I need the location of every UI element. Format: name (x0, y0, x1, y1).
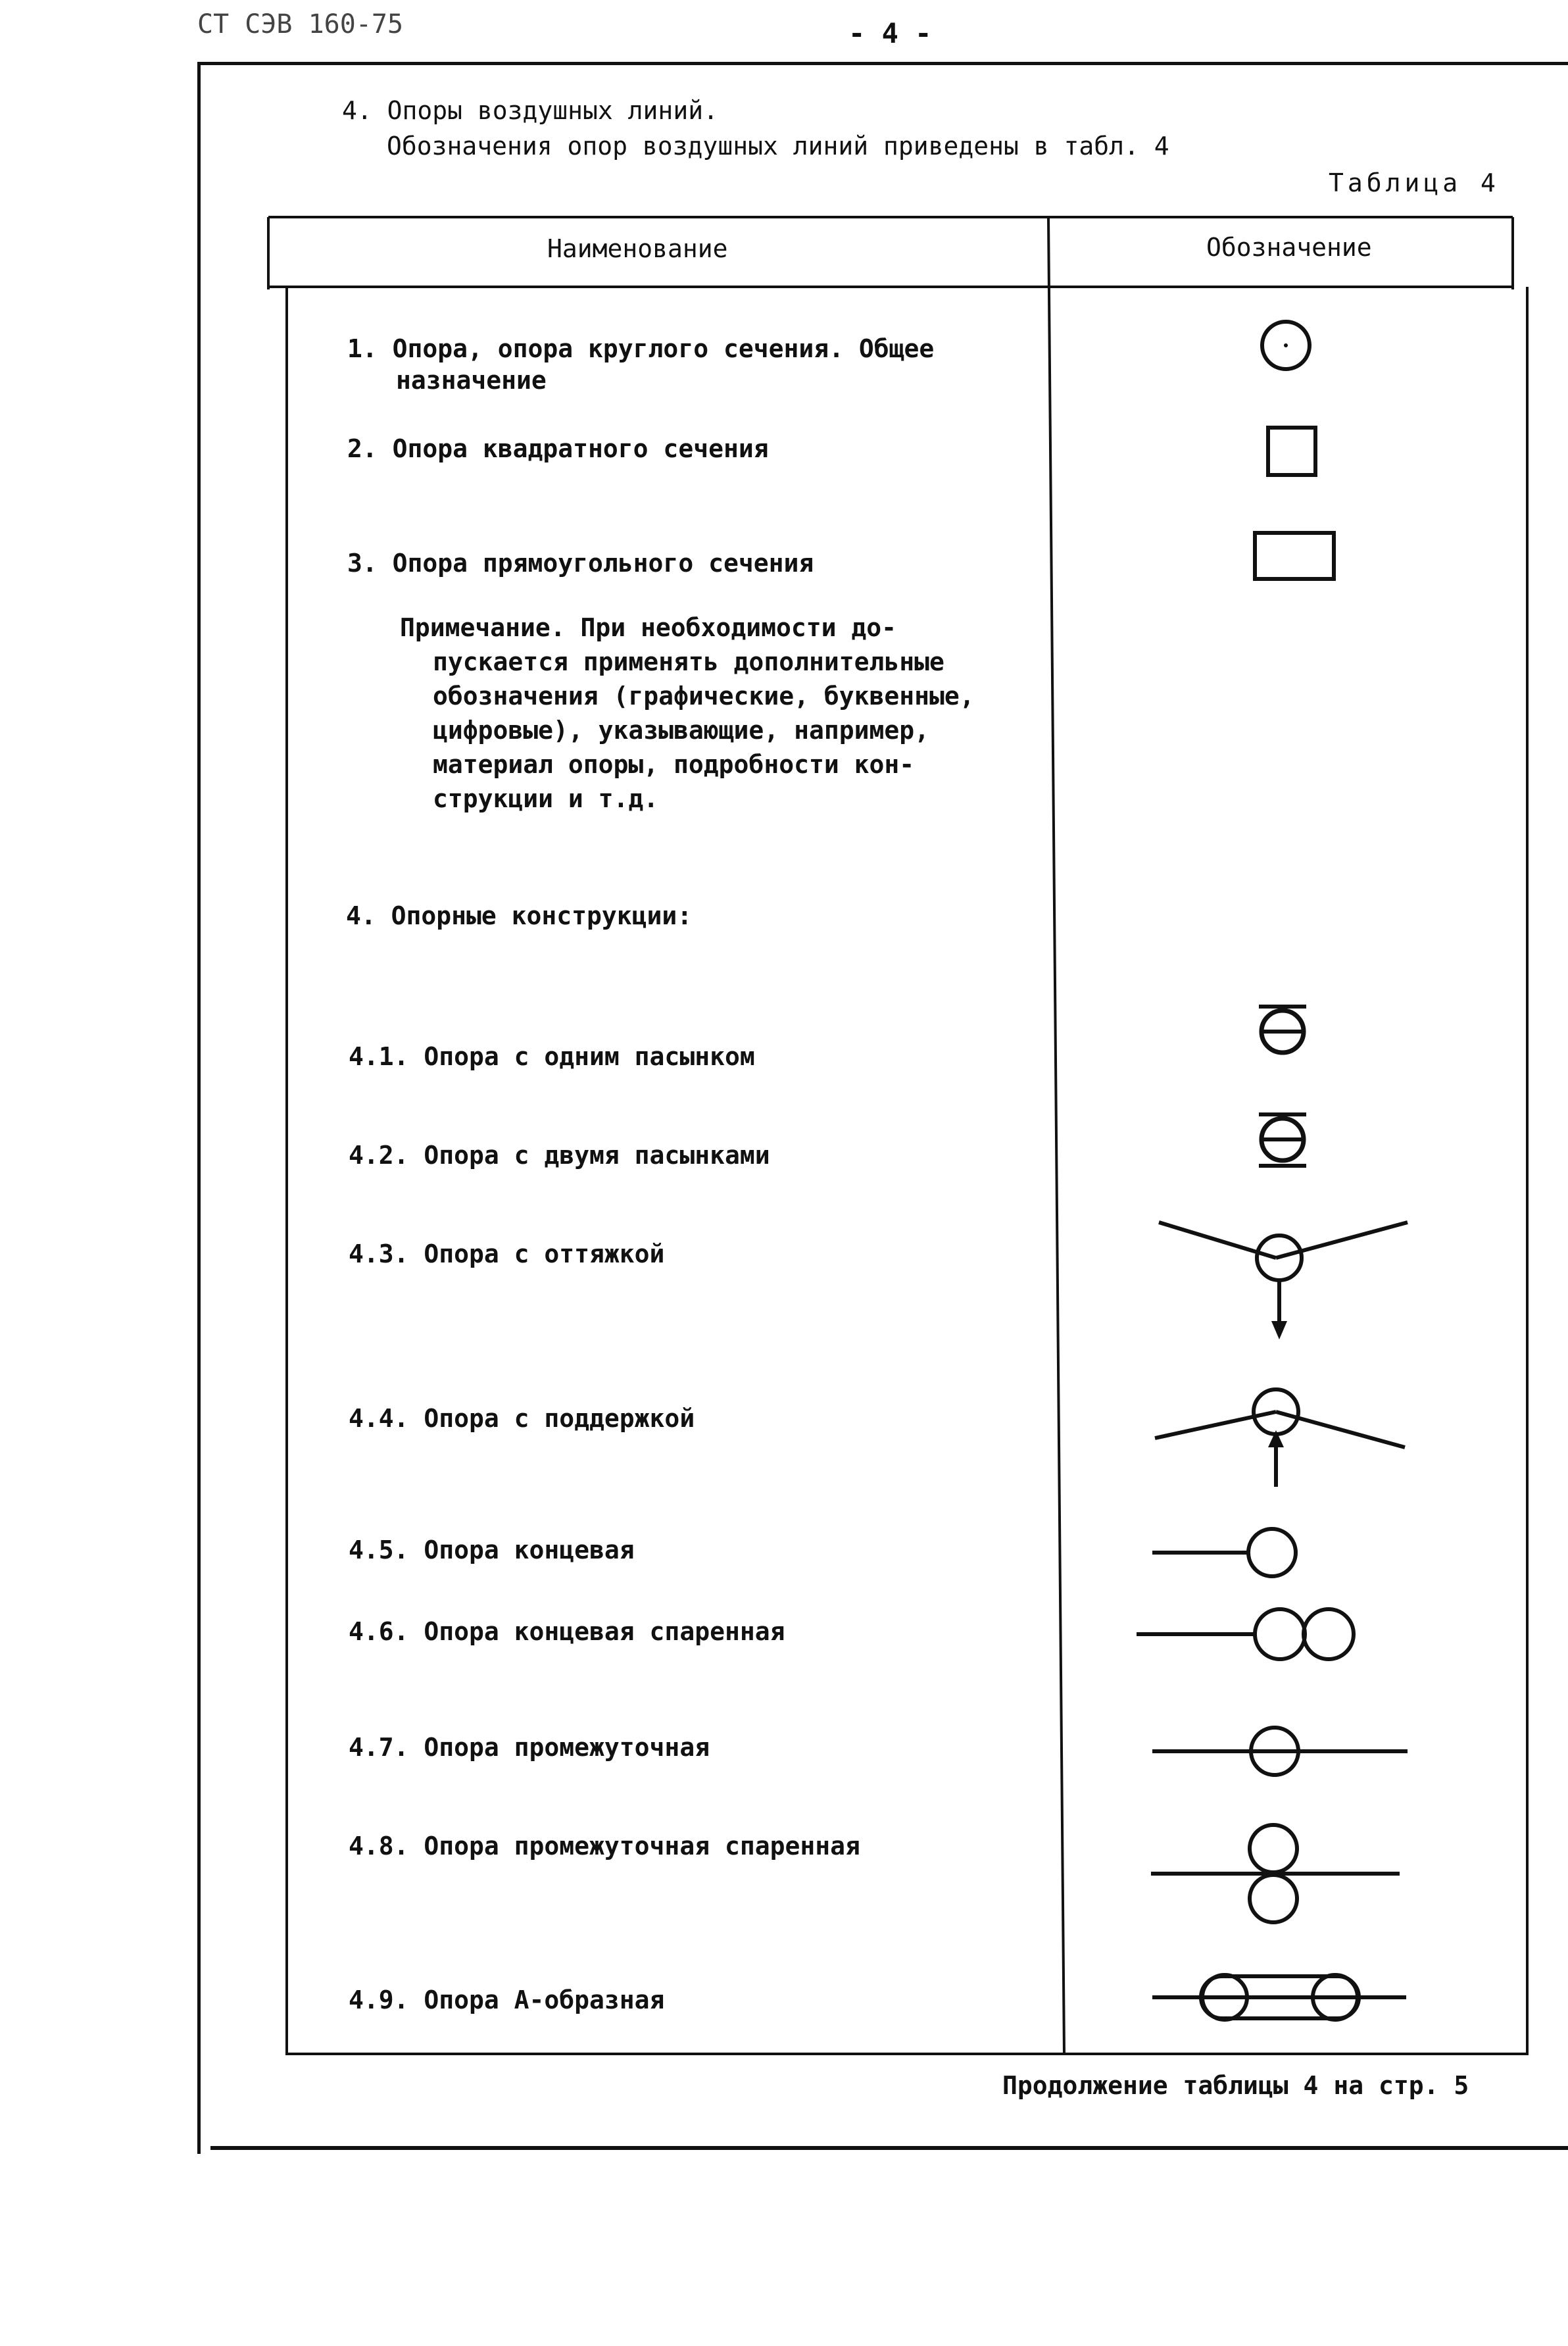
note-line: обозначения (графические, буквенные, (433, 682, 975, 711)
row-4-3-name: 4.3. Опора с оттяжкой (349, 1239, 665, 1268)
section-title: 4. Опоры воздушных линий. (342, 96, 718, 125)
support-strut-icon (1144, 1375, 1414, 1507)
table-label: Таблица 4 (1329, 168, 1500, 197)
circle-support-icon (1250, 309, 1322, 382)
support-two-stubs-icon (1243, 1105, 1322, 1184)
terminal-support-icon (1144, 1517, 1315, 1589)
row-4-6-name: 4.6. Опора концевая спаренная (349, 1617, 785, 1646)
row-4-1-name: 4.1. Опора с одним пасынком (349, 1042, 755, 1071)
row-4-8-name: 4.8. Опора промежуточная спаренная (349, 1832, 860, 1860)
row-4-5-name: 4.5. Опора концевая (349, 1535, 635, 1564)
row-1-name-cont: назначение (396, 366, 547, 395)
terminal-paired-support-icon (1131, 1596, 1355, 1675)
note-line: Примечание. При необходимости до- (400, 613, 896, 642)
page-number: - 4 - (848, 17, 932, 49)
rectangle-support-icon (1237, 526, 1342, 592)
note-line: материал опоры, подробности кон- (433, 750, 915, 779)
intermediate-support-icon (1144, 1717, 1414, 1789)
row-3-name: 3. Опора прямоугольного сечения (347, 549, 814, 578)
support-guy-wire-icon (1151, 1210, 1414, 1342)
row-2-name: 2. Опора квадратного сечения (347, 434, 769, 463)
section-intro: Обозначения опор воздушных линий приведены в табл. 4 (387, 132, 1169, 161)
square-support-icon (1250, 418, 1322, 491)
row-4-4-name: 4.4. Опора с поддержкой (349, 1404, 695, 1433)
column-header-symbol: Обозначение (1206, 233, 1372, 262)
row-4-name: 4. Опорные конструкции: (346, 901, 693, 930)
row-1-name: 1. Опора, опора круглого сечения. Общее (347, 334, 935, 363)
row-4-2-name: 4.2. Опора с двумя пасынками (349, 1141, 770, 1170)
a-frame-support-icon (1144, 1964, 1414, 2037)
support-one-stub-icon (1243, 993, 1322, 1072)
note-line: цифровые), указывающие, например, (433, 716, 929, 745)
row-4-9-name: 4.9. Опора А-образная (349, 1985, 665, 2014)
note-line: пускается применять дополнительные (433, 647, 944, 676)
table-continuation-note: Продолжение таблицы 4 на стр. 5 (1002, 2071, 1469, 2100)
column-header-name: Наименование (547, 234, 728, 263)
document-code: СТ СЭВ 160-75 (197, 9, 404, 39)
row-4-7-name: 4.7. Опора промежуточная (349, 1733, 710, 1762)
note-line: струкции и т.д. (433, 784, 659, 813)
intermediate-paired-support-icon (1144, 1813, 1414, 1932)
